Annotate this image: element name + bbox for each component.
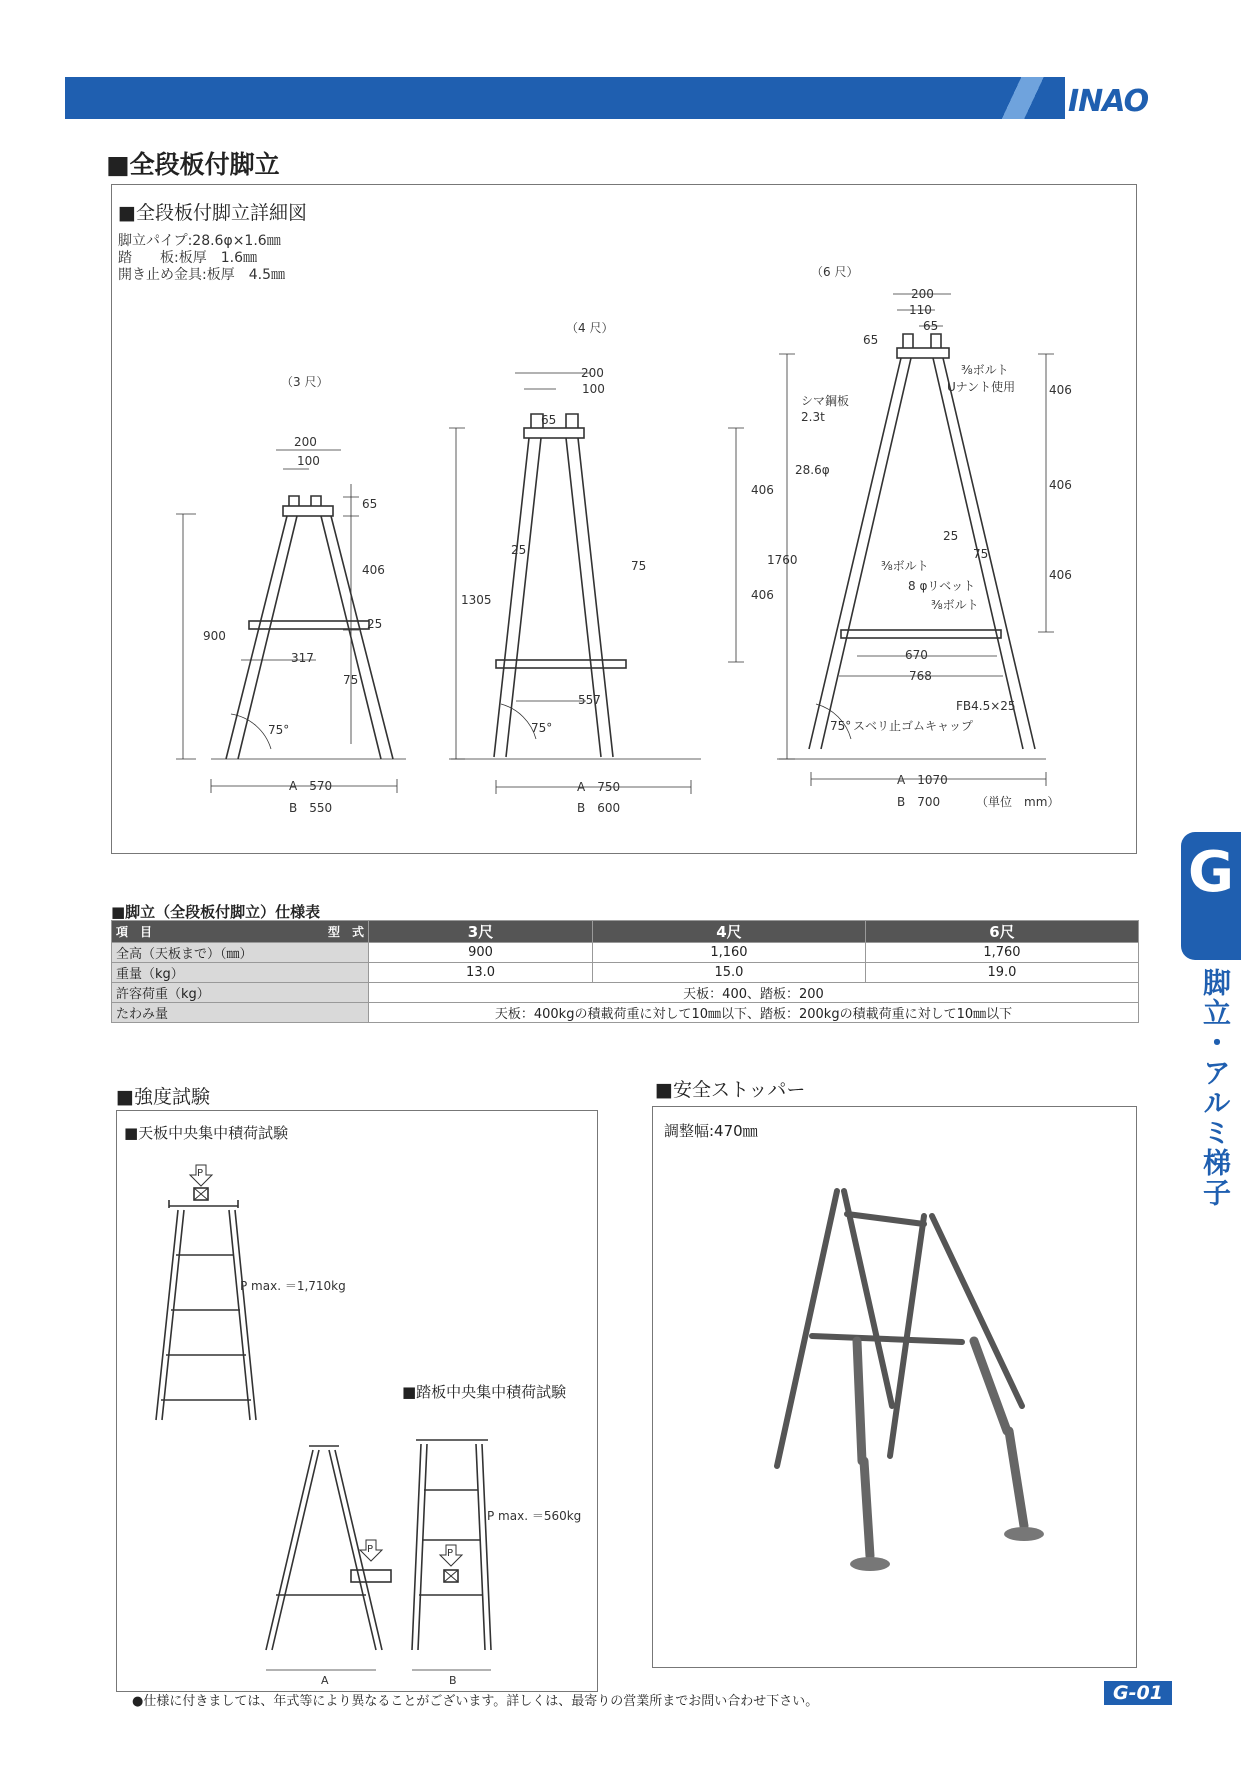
table-row [112, 943, 1139, 963]
ladder3-label: （3 尺） [281, 375, 329, 389]
ladder3-w200: 200 [294, 435, 317, 449]
table-row [112, 1003, 1139, 1023]
stopper-title: ■安全ストッパー [655, 1079, 806, 1101]
ladder4-d25: 25 [511, 543, 527, 557]
test2-title: ■踏板中央集中積荷試験 [402, 1383, 567, 1401]
ladder4-b: B 600 [577, 801, 621, 815]
row-label-height: 全高（天板まで）（㎜） [112, 943, 369, 963]
ladder3-d65: 65 [362, 497, 378, 511]
spec-table [111, 920, 1139, 1023]
ladder4-w557: 557 [578, 693, 601, 707]
footer-note: ●仕様に付きましては、年式等により異なることがございます。詳しくは、最寄りの営業所までお問い合わせ下さい。 [132, 1694, 819, 1709]
header-model-label: 型 式 [327, 925, 364, 939]
stopper-photo [652, 1106, 1135, 1666]
strength-drawings [116, 1110, 596, 1690]
ladder6-shima: シマ鋼板 [801, 394, 850, 408]
p-mark-1: P [197, 1168, 204, 1179]
ladder6-bolt38c: ⅜ボルト [931, 598, 979, 612]
header-item-label: 項 目 [116, 925, 153, 939]
ladder-4shaku-drawing [449, 373, 744, 794]
row-label-weight: 重量（kg） [112, 963, 369, 983]
ladder6-rivet: 8 φリベット [908, 579, 976, 593]
ladder6-bolt38b: ⅜ボルト [881, 559, 929, 573]
ladder4-h1305: 1305 [461, 593, 492, 607]
ladder6-d406b: 406 [1049, 478, 1072, 492]
col-6shaku: 6尺 [865, 921, 1138, 943]
ladder6-w65: 65 [923, 319, 939, 333]
ladder4-d406a: 406 [751, 483, 774, 497]
ladder6-d406a: 406 [1049, 383, 1072, 397]
table-row [112, 983, 1139, 1003]
ladder6-label: （6 尺） [811, 265, 859, 279]
ladder4-label: （4 尺） [566, 321, 614, 335]
dim-b: B [449, 1674, 457, 1687]
ladder3-a: A 570 [289, 779, 333, 793]
header-stripe [990, 77, 1060, 119]
ladder6-bolt38a: ⅜ボルト [961, 363, 1009, 377]
weight-4shaku: 15.0 [593, 963, 866, 983]
dim-a: A [321, 1674, 329, 1687]
ladder6-h1760: 1760 [767, 553, 798, 567]
ladder6-d75: 75 [973, 547, 989, 561]
ladder3-b: B 550 [289, 801, 333, 815]
page-number: G-01 [1104, 1681, 1172, 1705]
ladder3-w100: 100 [297, 454, 320, 468]
row-label-deflection: たわみ量 [112, 1003, 369, 1023]
ladder4-w100: 100 [582, 382, 605, 396]
ladder3-h900: 900 [203, 629, 226, 643]
side-tab-letter: G [1188, 840, 1234, 905]
spec-header-item [112, 921, 369, 943]
ladder6-shima-t: 2.3t [801, 410, 825, 424]
strength-title: ■強度試験 [116, 1086, 210, 1108]
p-mark-3: P [447, 1548, 454, 1559]
ladder3-d25: 25 [367, 617, 383, 631]
ladder6-d406c: 406 [1049, 568, 1072, 582]
deflection-value: 天板：400kgの積載荷重に対して10㎜以下、踏板：200kgの積載荷重に対して10㎜以下 [369, 1003, 1139, 1023]
ladder4-angle: 75° [531, 721, 553, 735]
ladder6-w110: 110 [909, 303, 932, 317]
ladder6-unut: Uナント使用 [947, 380, 1016, 394]
p-mark-2: P [367, 1544, 374, 1555]
test1-title: ■天板中央集中積荷試験 [124, 1124, 289, 1142]
page-title: ■全段板付脚立 [106, 150, 280, 179]
row-label-load: 許容荷重（kg） [112, 983, 369, 1003]
ladder6-w768: 768 [909, 669, 932, 683]
spec-note-fitting: 開き止め金具:板厚 4.5㎜ [118, 267, 285, 283]
spec-table-header [112, 921, 1139, 943]
stopper-adjust: 調整幅:470㎜ [664, 1122, 758, 1140]
ladder4-w200: 200 [581, 366, 604, 380]
ladder3-d406: 406 [362, 563, 385, 577]
ladder6-w670: 670 [905, 648, 928, 662]
weight-6shaku: 19.0 [865, 963, 1138, 983]
ladder6-a: A 1070 [897, 773, 948, 787]
height-6shaku: 1,760 [865, 943, 1138, 963]
ladder6-w200: 200 [911, 287, 934, 301]
p-max-1: P max. ＝1,710kg [240, 1279, 346, 1293]
height-3shaku: 900 [369, 943, 593, 963]
ladder3-d75: 75 [343, 673, 359, 687]
test2-ladder-a [266, 1446, 391, 1670]
p-max-2: P max. ＝560kg [487, 1509, 582, 1523]
spec-table-title: ■脚立（全段板付脚立）仕様表 [111, 903, 321, 921]
load-value: 天板：400、踏板：200 [369, 983, 1139, 1003]
height-4shaku: 1,160 [593, 943, 866, 963]
inao-logo: INAO [1068, 84, 1149, 119]
weight-3shaku: 13.0 [369, 963, 593, 983]
table-row [112, 963, 1139, 983]
ladder4-d65: 65 [541, 413, 557, 427]
ladder6-pipe: 28.6φ [795, 463, 830, 477]
col-3shaku: 3尺 [369, 921, 593, 943]
spec-note-step: 踏 板:板厚 1.6㎜ [118, 250, 257, 266]
ladder6-rubber: スベリ止ゴムキャップ [853, 719, 974, 733]
ladder6-b: B 700 [897, 795, 941, 809]
ladder3-angle: 75° [268, 723, 290, 737]
detail-title: ■全段板付脚立詳細図 [118, 202, 307, 224]
ladder6-fb: FB4.5×25 [956, 699, 1016, 713]
ladder6-angle: 75° [830, 719, 852, 733]
ladder3-w317: 317 [291, 651, 314, 665]
col-4shaku: 4尺 [593, 921, 866, 943]
ladder4-a: A 750 [577, 780, 621, 794]
ladder4-d75: 75 [631, 559, 647, 573]
ladder6-unit: （単位 mm） [976, 795, 1060, 809]
header-bar [65, 77, 1065, 119]
ladder4-d406b: 406 [751, 588, 774, 602]
spec-note-pipe: 脚立パイプ:28.6φ×1.6㎜ [118, 233, 281, 249]
side-tab-text: 脚立・アルミ梯子 [1199, 968, 1232, 1208]
ladder-drawings [111, 184, 1135, 852]
ladder6-d25: 25 [943, 529, 959, 543]
ladder6-d65: 65 [863, 333, 879, 347]
